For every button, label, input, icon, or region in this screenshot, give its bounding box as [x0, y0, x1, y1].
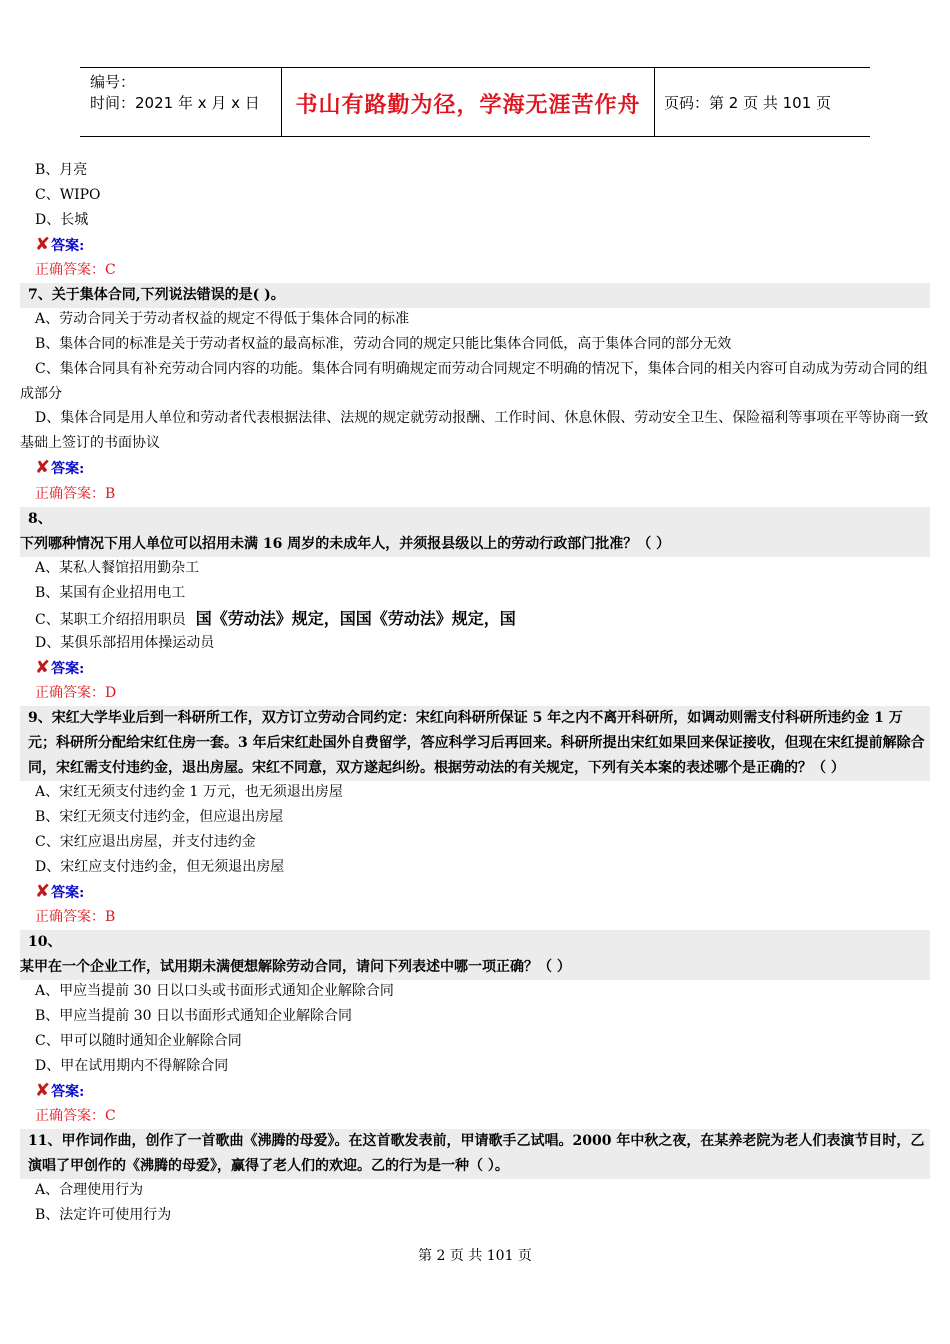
inline-note: 国《劳动法》规定，国国《劳动法》规定，国 [195, 609, 516, 628]
option-c: C、集体合同具有补充劳动合同内容的功能。集体合同有明确规定而劳动合同规定不明确的情况下，集体合同的相关内容可自动成为劳动合同的组成部分 [20, 361, 928, 402]
answer-row [35, 1081, 84, 1102]
correct-answer: 正确答案：B [35, 486, 116, 502]
question-text: 9、宋红大学毕业后到一科研所工作，双方订立劳动合同约定：宋红向科研所保证 5 年之内不离开科研所，如调动则需支付科研所违约金 1 万元；科研所分配给宋红住房一套。3 年后宋红赴国外自费留学，答应科学习后再回来。科研所提出宋红如果回来保证接收，但现在宋红提前解除合同，宋红需支付违约金，退出房屋。宋红不同意，双方遂起纠纷。根据劳动法的有关规定，下列有关本案的表述哪个是正确的？（ ） [28, 710, 925, 776]
correct-answer: 正确答案：B [35, 909, 116, 925]
number-label: 编号： [90, 73, 136, 91]
correct-answer: 正确答案：C [35, 262, 116, 278]
option-d: D、宋红应支付违约金，但无须退出房屋 [35, 859, 285, 875]
header-motto-cell [281, 68, 655, 136]
motto: 书山有路勤为径，学海无涯苦作舟 [295, 92, 641, 118]
page-footer: 第 2 页 共 101 页 [418, 1248, 532, 1264]
answer-row [35, 458, 84, 479]
question-text: 下列哪种情况下用人单位可以招用未满 16 周岁的未成年人，并须报县级以上的劳动行政部门批准？（ ） [20, 536, 671, 552]
question-9 [20, 706, 930, 781]
answer-label: 答案: [51, 238, 85, 254]
header-info [90, 72, 280, 114]
correct-answer: 正确答案：D [35, 685, 117, 701]
option-d: D、甲在试用期内不得解除合同 [35, 1058, 229, 1074]
question-text: 11、甲作词作曲，创作了一首歌曲《沸腾的母爱》。在这首歌发表前，甲请歌手乙试唱。2000 年中秋之夜，在某养老院为老人们表演节目时，乙演唱了甲创作的《沸腾的母爱》，赢得了老人们的欢迎。乙的行为是一种（ ）。 [28, 1133, 925, 1174]
answer-row [35, 882, 84, 903]
wrong-x-icon: ✘ [35, 234, 51, 255]
option-c: C、宋红应退出房屋，并支付违约金 [35, 834, 256, 850]
correct-answer: 正确答案：C [35, 1108, 116, 1124]
option-b: B、宋红无须支付违约金，但应退出房屋 [35, 809, 284, 825]
option-c-row [20, 606, 930, 633]
option-a: A、合理使用行为 [35, 1182, 144, 1198]
answer-row [35, 658, 84, 679]
option-b: B、月亮 [35, 162, 88, 178]
option-d: D、长城 [35, 212, 89, 228]
option-c: C、甲可以随时通知企业解除合同 [35, 1033, 242, 1049]
answer-label: 答案: [51, 1084, 85, 1100]
option-d: D、某俱乐部招用体操运动员 [35, 635, 215, 651]
option-b: B、法定许可使用行为 [35, 1207, 172, 1223]
answer-label: 答案: [51, 885, 85, 901]
time-label: 时间：2021 年 x 月 x 日 [90, 94, 260, 112]
answer-label: 答案: [51, 661, 85, 677]
wrong-x-icon: ✘ [35, 1080, 51, 1101]
wrong-x-icon: ✘ [35, 657, 51, 678]
wrong-x-icon: ✘ [35, 457, 51, 478]
question-number: 10、 [28, 934, 62, 950]
option-b: B、甲应当提前 30 日以书面形式通知企业解除合同 [35, 1008, 353, 1024]
question-10 [20, 930, 930, 980]
answer-label: 答案: [51, 461, 85, 477]
option-a: A、劳动合同关于劳动者权益的规定不得低于集体合同的标准 [35, 311, 410, 327]
answer-row [35, 235, 84, 256]
question-7 [20, 283, 930, 308]
option-b: B、集体合同的标准是关于劳动者权益的最高标准，劳动合同的规定只能比集体合同低，高于集体合同的部分无效 [35, 336, 732, 352]
option-b: B、某国有企业招用电工 [35, 585, 186, 601]
option-a: A、某私人餐馆招用勤杂工 [35, 560, 200, 576]
question-number: 8、 [28, 511, 52, 527]
page-label: 页码：第 2 页 共 101 页 [664, 94, 832, 112]
option-a: A、宋红无须支付违约金 1 万元，也无须退出房屋 [35, 784, 343, 800]
option-a: A、甲应当提前 30 日以口头或书面形式通知企业解除合同 [35, 983, 394, 999]
option-d: D、集体合同是用人单位和劳动者代表根据法律、法规的规定就劳动报酬、工作时间、休息休假、劳动安全卫生、保险福利等事项在平等协商一致基础上签订的书面协议 [20, 410, 929, 451]
page-header [80, 67, 870, 137]
wrong-x-icon: ✘ [35, 881, 51, 902]
question-11 [20, 1129, 930, 1179]
question-text: 7、关于集体合同,下列说法错误的是( )。 [28, 287, 285, 303]
question-text: 某甲在一个企业工作，试用期未满便想解除劳动合同，请问下列表述中哪一项正确？（ ） [20, 959, 571, 975]
question-8 [20, 507, 930, 557]
option-c: C、某职工介绍招用职员 [35, 612, 186, 628]
option-c: C、WIPO [35, 187, 101, 203]
